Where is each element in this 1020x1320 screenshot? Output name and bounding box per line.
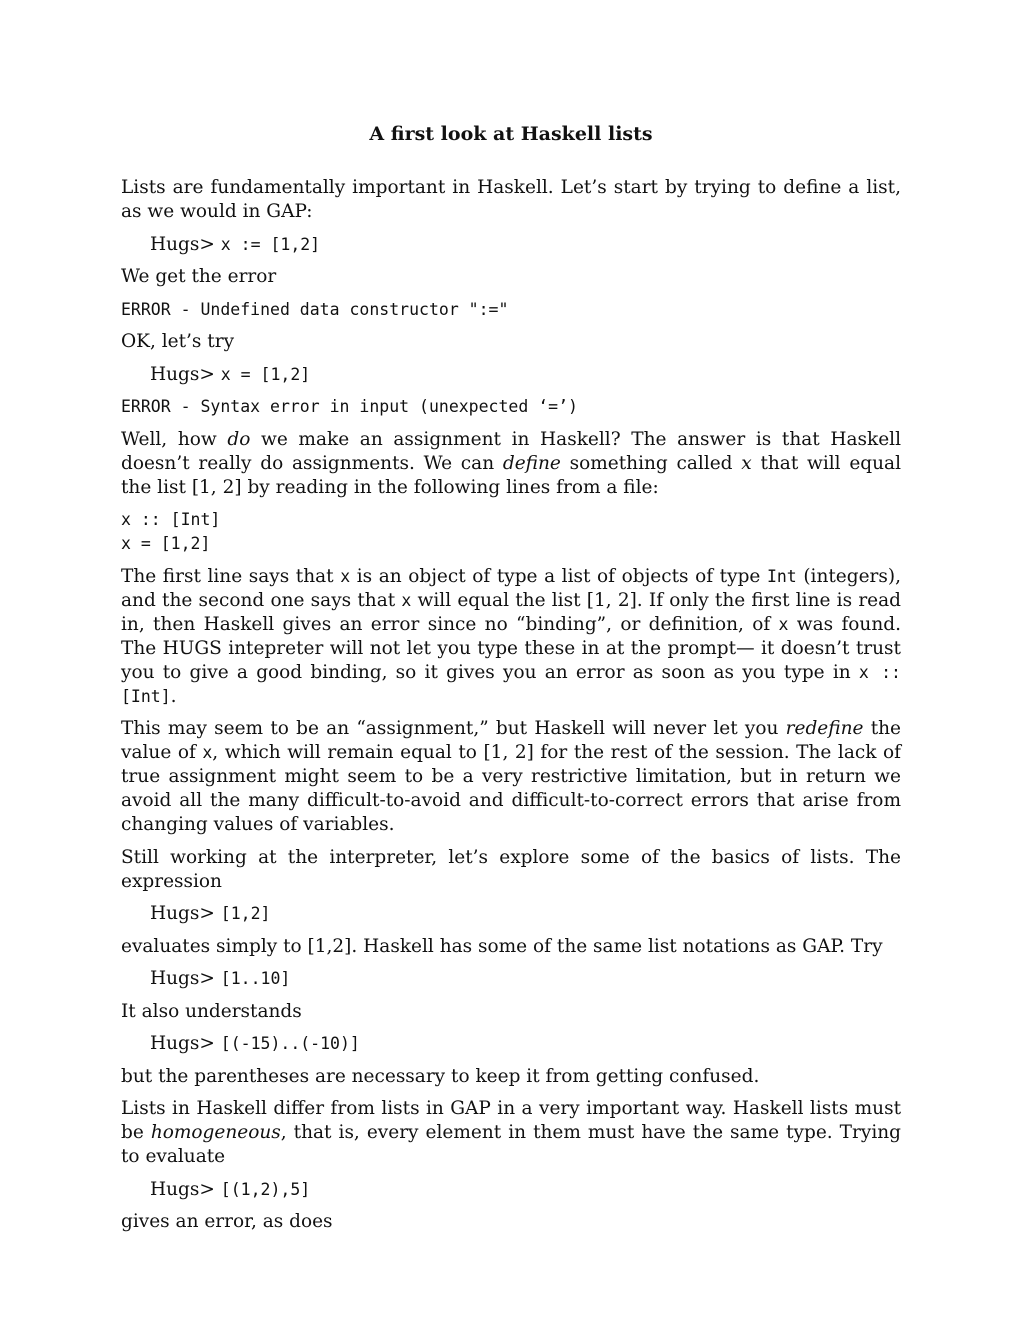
error-message: ERROR - Syntax error in input (unexpected ‘=’): [121, 397, 578, 416]
page-title: A first look at Haskell lists: [369, 123, 653, 145]
paragraph-assignment: Well, how do we make an assignment in Haskell? The answer is that Haskell doesn’t really do assignments. We can define something called x that will equal the list [1, 2] by reading in the following lines from a file:: [121, 428, 901, 498]
inline-code: x: [340, 566, 351, 586]
hugs-command: [121, 902, 901, 926]
code-line: x :: [Int]: [121, 510, 221, 529]
command-text: x = [1,2]: [220, 364, 311, 384]
document-body: [121, 176, 901, 1243]
error-message: ERROR - Undefined data constructor ":=": [121, 299, 509, 319]
paragraph-redefine: This may seem to be an “assignment,” but Haskell will never let you redefine the value of x, which will remain equal to [1, 2] for the rest of the session. The lack of true assignment might seem to be a very restrictive limitation, but in return we avoid all the many difficult-to-avoid and difficult-to-correct errors that arise from changing values of variables.: [121, 718, 901, 835]
command-text: [1,2]: [220, 904, 271, 923]
hugs-command: [121, 967, 901, 991]
math-variable: x: [741, 452, 752, 474]
inline-code: x :: [Int]: [121, 662, 901, 706]
inline-code: x: [401, 590, 412, 610]
paragraph: Still working at the interpreter, let’s explore some of the basics of lists. The expression: [121, 846, 901, 892]
paragraph: It also understands: [121, 1000, 302, 1022]
prompt-label: Hugs>: [150, 1033, 215, 1054]
command-text: [1..10]: [220, 969, 291, 988]
hugs-command: [121, 1178, 901, 1202]
paragraph: but the parentheses are necessary to keep it from getting confused.: [121, 1065, 760, 1087]
inline-code: x: [202, 743, 213, 762]
inline-code: Int: [766, 566, 797, 586]
paragraph: We get the error: [121, 266, 277, 287]
code-block: [121, 508, 901, 556]
hugs-command: [121, 363, 901, 387]
prompt-label: Hugs>: [150, 968, 215, 989]
paragraph-homogeneous: Lists in Haskell differ from lists in GAP in a very important way. Haskell lists must be homogeneous, that is, every element in them must have the same type. Trying to evaluate: [121, 1098, 901, 1167]
command-text: [(-15)..(-10)]: [220, 1034, 360, 1053]
hugs-command: [121, 233, 901, 257]
code-line: x = [1,2]: [121, 534, 211, 553]
prompt-label: Hugs>: [150, 903, 215, 924]
paragraph: gives an error, as does: [121, 1211, 333, 1232]
hugs-command: [121, 1032, 901, 1056]
paragraph-type-explanation: The first line says that x is an object of type a list of objects of type Int (integers), and the second one says that x will equal the list [1, 2]. If only the first line is read in, then Haskell gives an error since no “binding”, or definition, of x was found. The HUGS intepreter will not let you type these in at the prompt— it doesn’t trust you to give a good binding, so it gives you an error as soon as you type in x :: [Int].: [121, 565, 901, 707]
command-text: x := [1,2]: [220, 234, 321, 254]
emphasis: redefine: [785, 718, 864, 739]
prompt-label: Hugs>: [150, 363, 215, 385]
paragraph-intro: Lists are fundamentally important in Haskell. Let’s start by trying to define a list, as we would in GAP:: [121, 177, 901, 222]
inline-code: x: [778, 614, 789, 634]
paragraph: OK, let’s try: [121, 331, 235, 352]
emphasis: define: [502, 452, 561, 474]
command-text: [(1,2),5]: [220, 1179, 311, 1199]
emphasis: homogeneous: [150, 1122, 281, 1143]
paragraph: evaluates simply to [1,2]. Haskell has some of the same list notations as GAP. Try: [121, 935, 883, 957]
prompt-label: Hugs>: [150, 1178, 215, 1200]
emphasis: do: [227, 428, 251, 450]
prompt-label: Hugs>: [150, 233, 215, 255]
